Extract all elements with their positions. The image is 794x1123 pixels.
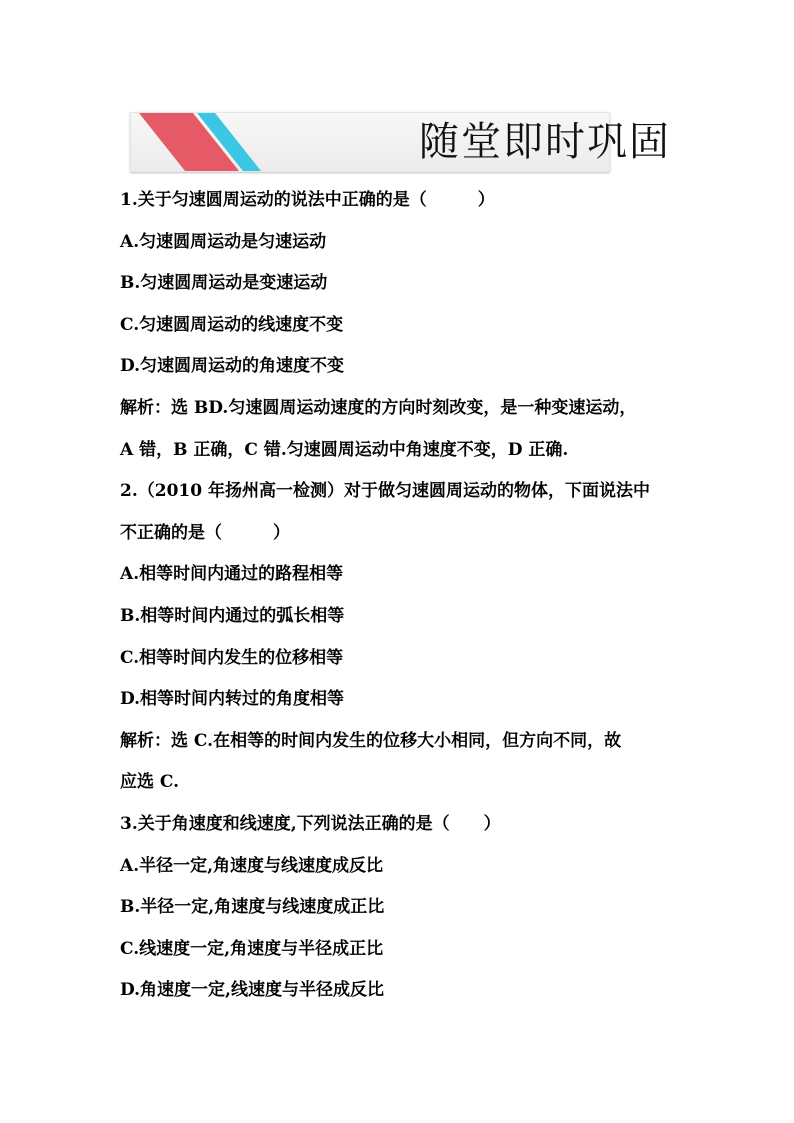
question-2-option-c: C.相等时间内发生的位移相等 — [120, 647, 344, 668]
question-3-option-d: D.角速度一定,线速度与半径成反比 — [120, 980, 384, 1001]
question-1-option-a: A.匀速圆周运动是匀速运动 — [120, 231, 327, 252]
question-1-analysis-line-1: 解析：选 BD.匀速圆周运动速度的方向时刻改变，是一种变速运动， — [120, 397, 637, 418]
question-3-option-c: C.线速度一定,角速度与半径成正比 — [120, 938, 384, 959]
question-3-option-a: A.半径一定,角速度与线速度成反比 — [120, 855, 384, 876]
question-1-option-b: B.匀速圆周运动是变速运动 — [120, 273, 328, 294]
question-1-option-c: C.匀速圆周运动的线速度不变 — [120, 314, 344, 335]
question-2-analysis-line-2: 应选 C. — [120, 772, 180, 793]
question-2-option-b: B.相等时间内通过的弧长相等 — [120, 605, 345, 626]
question-2-option-d: D.相等时间内转过的角度相等 — [120, 689, 345, 710]
question-2-analysis-line-1: 解析：选 C.在相等的时间内发生的位移大小相同，但方向不同，故 — [120, 730, 622, 751]
banner-title: 随堂即时巩固 — [419, 119, 671, 165]
question-2-option-a: A.相等时间内通过的路程相等 — [120, 564, 344, 585]
question-1-option-d: D.匀速圆周运动的角速度不变 — [120, 356, 345, 377]
exercise-content — [120, 180, 720, 1012]
question-1-analysis-line-2: A 错，B 正确，C 错.匀速圆周运动中角速度不变，D 正确. — [120, 439, 569, 460]
question-1-stem: 1.关于匀速圆周运动的说法中正确的是（ ） — [120, 190, 495, 210]
question-3-stem: 3.关于角速度和线速度,下列说法正确的是（ ） — [120, 813, 501, 834]
question-2-stem-line-2: 不正确的是（ ） — [120, 522, 290, 543]
section-banner — [130, 112, 671, 172]
question-2-stem-line-1: 2.（2010 年扬州高一检测）对于做匀速圆周运动的物体，下面说法中 — [120, 481, 650, 502]
question-3-option-b: B.半径一定,角速度与线速度成正比 — [120, 897, 385, 918]
